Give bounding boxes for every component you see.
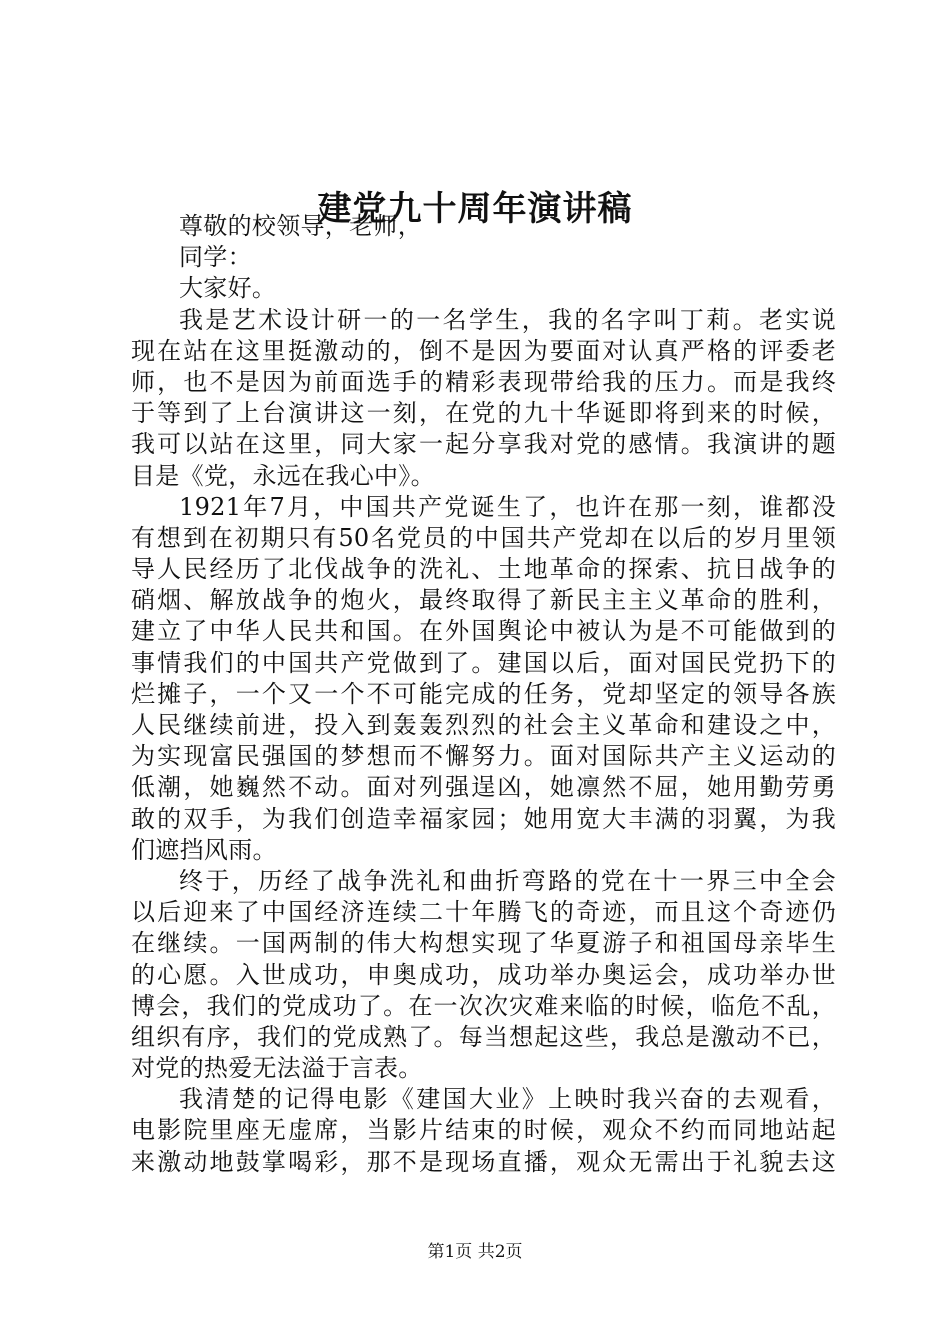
paragraph-line: 我清楚的记得电影《建国大业》上映时我兴奋的去观看， (179, 1085, 836, 1114)
paragraph-line: 人民继续前进，投入到轰轰烈烈的社会主义革命和建设之中， (131, 711, 836, 739)
paragraph-line: 有想到在初期只有50名党员的中国共产党却在以后的岁月里领 (131, 523, 836, 552)
salutation-line-1: 尊敬的校领导，老师， (179, 212, 422, 240)
paragraph-line: 博会，我们的党成功了。在一次次灾难来临的时候，临危不乱， (131, 991, 836, 1020)
paragraph-line: 组织有序，我们的党成熟了。每当想起这些，我总是激动不已， (131, 1022, 836, 1051)
paragraph-line: 我可以站在这里，同大家一起分享我对党的感情。我演讲的题 (131, 430, 836, 459)
paragraph-line: 在继续。一国两制的伟大构想实现了华夏游子和祖国母亲毕生 (131, 929, 836, 958)
paragraph-line: 以后迎来了中国经济连续二十年腾飞的奇迹，而且这个奇迹仍 (131, 898, 836, 927)
salutation-line-2: 同学： (179, 243, 252, 272)
paragraph-line: 于等到了上台演讲这一刻，在党的九十华诞即将到来的时候， (131, 399, 836, 428)
paragraph-line: 来激动地鼓掌喝彩，那不是现场直播，观众无需出于礼貌去这 (131, 1147, 836, 1176)
document-body (131, 211, 836, 1178)
paragraph-line: 的心愿。入世成功，申奥成功，成功举办奥运会，成功举办世 (131, 960, 836, 989)
paragraph-line: 对党的热爱无法溢于言表。 (131, 1054, 423, 1083)
greeting-line: 大家好。 (179, 274, 277, 303)
paragraph-line: 电影院里座无虚席，当影片结束的时候，观众不约而同地站起 (131, 1116, 836, 1145)
paragraph-line: 低潮，她巍然不动。面对列强逞凶，她凛然不屈，她用勤劳勇 (131, 773, 836, 802)
paragraph-line: 师，也不是因为前面选手的精彩表现带给我的压力。而是我终 (131, 367, 836, 396)
paragraph-line: 建立了中华人民共和国。在外国舆论中被认为是不可能做到的 (131, 617, 836, 646)
paragraph-line: 烂摊子，一个又一个不可能完成的任务，党却坚定的领导各族 (131, 679, 836, 708)
paragraph-line: 我是艺术设计研一的一名学生，我的名字叫丁莉。老实说 (179, 305, 836, 334)
paragraph-line: 敢的双手，为我们创造幸福家园；她用宽大丰满的羽翼，为我 (131, 804, 836, 833)
page-footer: 第1页 共2页 (427, 1242, 523, 1262)
paragraph-line: 导人民经历了北伐战争的洗礼、土地革命的探索、抗日战争的 (131, 555, 836, 584)
paragraph-line: 们遮挡风雨。 (131, 835, 277, 864)
paragraph-line: 终于，历经了战争洗礼和曲折弯路的党在十一界三中全会 (179, 866, 836, 895)
paragraph-line: 事情我们的中国共产党做到了。建国以后，面对国民党扔下的 (131, 648, 836, 677)
paragraph-line: 硝烟、解放战争的炮火，最终取得了新民主主义革命的胜利， (131, 586, 836, 615)
paragraph-line: 目是《党，永远在我心中》。 (131, 461, 435, 490)
paragraph-line: 为实现富民强国的梦想而不懈努力。面对国际共产主义运动的 (131, 742, 836, 771)
document-title: 建党九十周年演讲稿 (317, 189, 633, 229)
paragraph-line: 1921年7月，中国共产党诞生了，也许在那一刻，谁都没 (179, 492, 836, 521)
paragraph-line: 现在站在这里挺激动的，倒不是因为要面对认真严格的评委老 (131, 336, 836, 365)
